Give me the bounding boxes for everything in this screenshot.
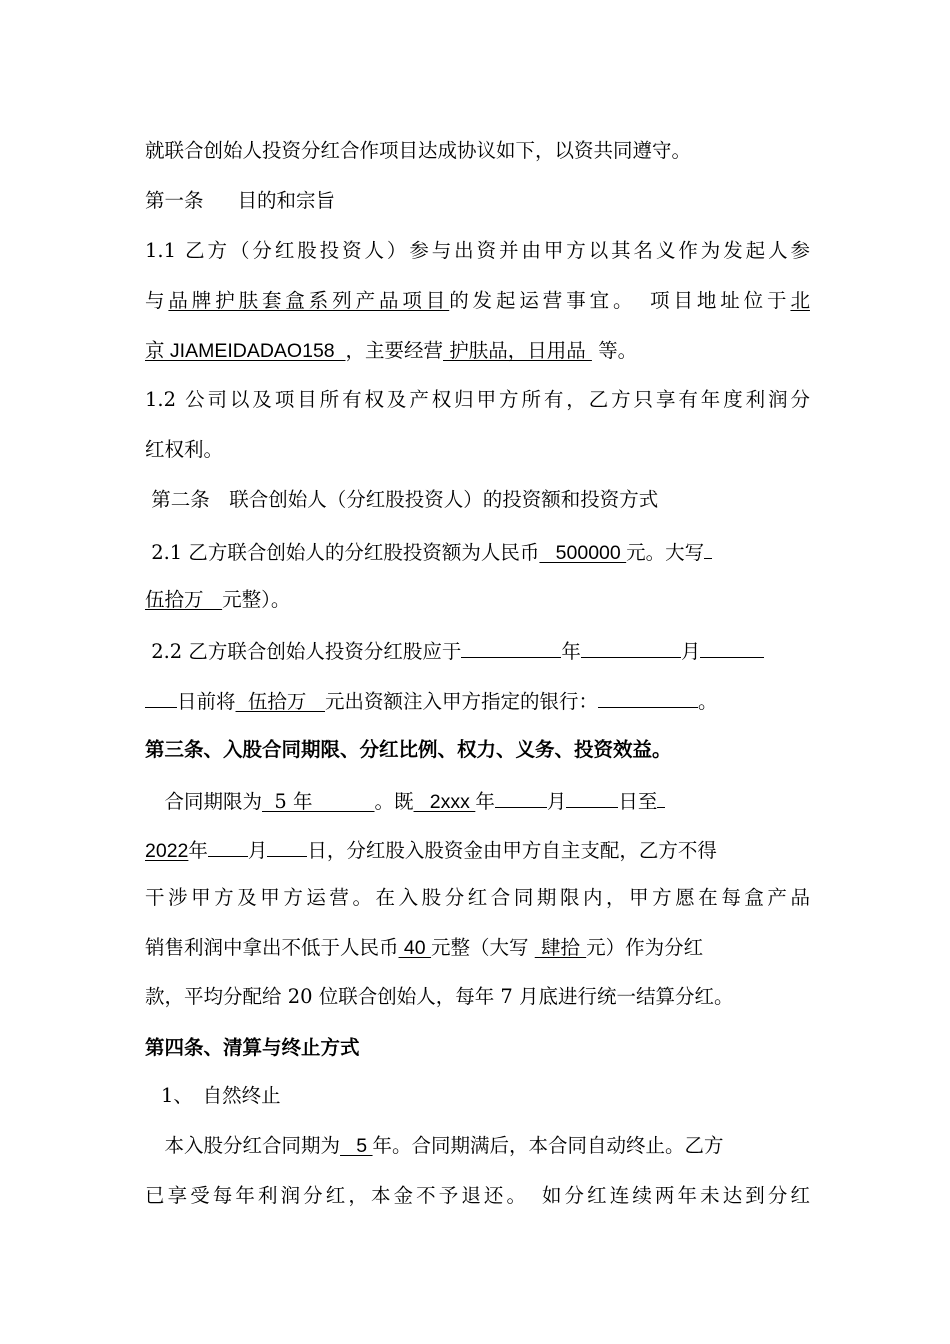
start-month-blank — [495, 785, 547, 808]
article-4-item-1: 1、 自然终止 — [161, 1084, 281, 1107]
clause-1-1-line-2: 与品牌护肤套盒系列产品项目的发起运营事宜。 项目地址位于北 — [145, 289, 810, 312]
clause-2-2-line-1: 2.2 乙方联合创始人投资分红股应于 年 月 — [145, 635, 810, 663]
article-4-line-2: 已享受每年利润分红，本金不予退还。 如分红连续两年未达到分红 — [145, 1184, 810, 1207]
article-1-heading: 第一条 目的和宗旨 — [145, 189, 336, 212]
day-blank — [700, 635, 764, 658]
clause-2-1-line-2: 伍拾万 元整）。 — [145, 588, 291, 611]
dividend-in-words: 肆拾 — [534, 936, 587, 959]
clause-1-2-line-1: 1.2 公司以及项目所有权及产权归甲方所有，乙方只享有年度利润分 — [145, 388, 810, 411]
business-scope: 护肤品，日用品 — [443, 339, 592, 362]
intro-line: 就联合创始人投资分红合作项目达成协议如下，以资共同遵守。 — [145, 139, 692, 162]
year-blank — [461, 635, 561, 658]
term-years: 5 — [340, 1135, 373, 1157]
article-4-line-1: 本入股分红合同期为 5 年。合同期满后，本合同自动终止。乙方 — [145, 1134, 724, 1157]
end-month-blank — [208, 834, 248, 857]
day-blank-cont — [145, 685, 177, 708]
clause-1-1-line-1: 1.1 乙方（分红股投资人）参与出资并由甲方以其名义作为发起人参 — [145, 239, 810, 262]
contract-term: 5 年 — [262, 790, 375, 813]
blank — [657, 785, 665, 808]
clause-1-1-line-3: 京 JIAMEIDADAO158 ，主要经营 护肤品，日用品 等。 — [145, 339, 638, 362]
month-blank — [581, 635, 681, 658]
article-3-line-4: 销售利润中拿出不低于人民币 40 元整（大写 肆拾 元）作为分红 — [145, 936, 704, 959]
address-part-2: 京 JIAMEIDADAO158 — [145, 340, 346, 362]
contribution-amount: 伍拾万 — [235, 690, 326, 713]
article-3-line-2: 2022年 月 日，分红股入股资金由甲方自主支配，乙方不得 — [145, 834, 810, 862]
end-day-blank — [267, 834, 307, 857]
amount-in-words: 伍拾万 — [145, 588, 223, 611]
start-day-blank — [566, 785, 618, 808]
project-name: 品牌护肤套盒系列产品项目 — [168, 289, 450, 312]
clause-2-2-line-2: 日前将 伍拾万 元出资额注入甲方指定的银行： 。 — [145, 685, 810, 713]
dividend-amount: 40 — [398, 937, 432, 959]
clause-1-2-line-2: 红权利。 — [145, 438, 224, 461]
blank — [704, 536, 712, 559]
bank-blank — [598, 685, 698, 708]
address-part-1: 北 — [790, 289, 810, 312]
investment-amount: 500000 — [539, 542, 627, 564]
article-3-heading: 第三条、入股合同期限、分红比例、权力、义务、投资效益。 — [145, 738, 672, 761]
start-year: 2xxx — [413, 791, 476, 813]
clause-2-1-line-1: 2.1 乙方联合创始人的分红股投资额为人民币 500000 元。大写 — [145, 536, 810, 564]
article-4-heading: 第四条、清算与终止方式 — [145, 1036, 360, 1059]
article-3-line-1: 合同期限为 5 年 。既 2xxx 年 月 日至 — [145, 785, 810, 813]
article-3-line-3: 干涉甲方及甲方运营。在入股分红合同期限内，甲方愿在每盒产品 — [145, 886, 810, 909]
article-2-heading: 第二条 联合创始人（分红股投资人）的投资额和投资方式 — [145, 488, 659, 511]
article-3-line-5: 款，平均分配给 20 位联合创始人，每年 7 月底进行统一结算分红。 — [145, 985, 734, 1008]
end-year: 2022 — [145, 840, 189, 862]
